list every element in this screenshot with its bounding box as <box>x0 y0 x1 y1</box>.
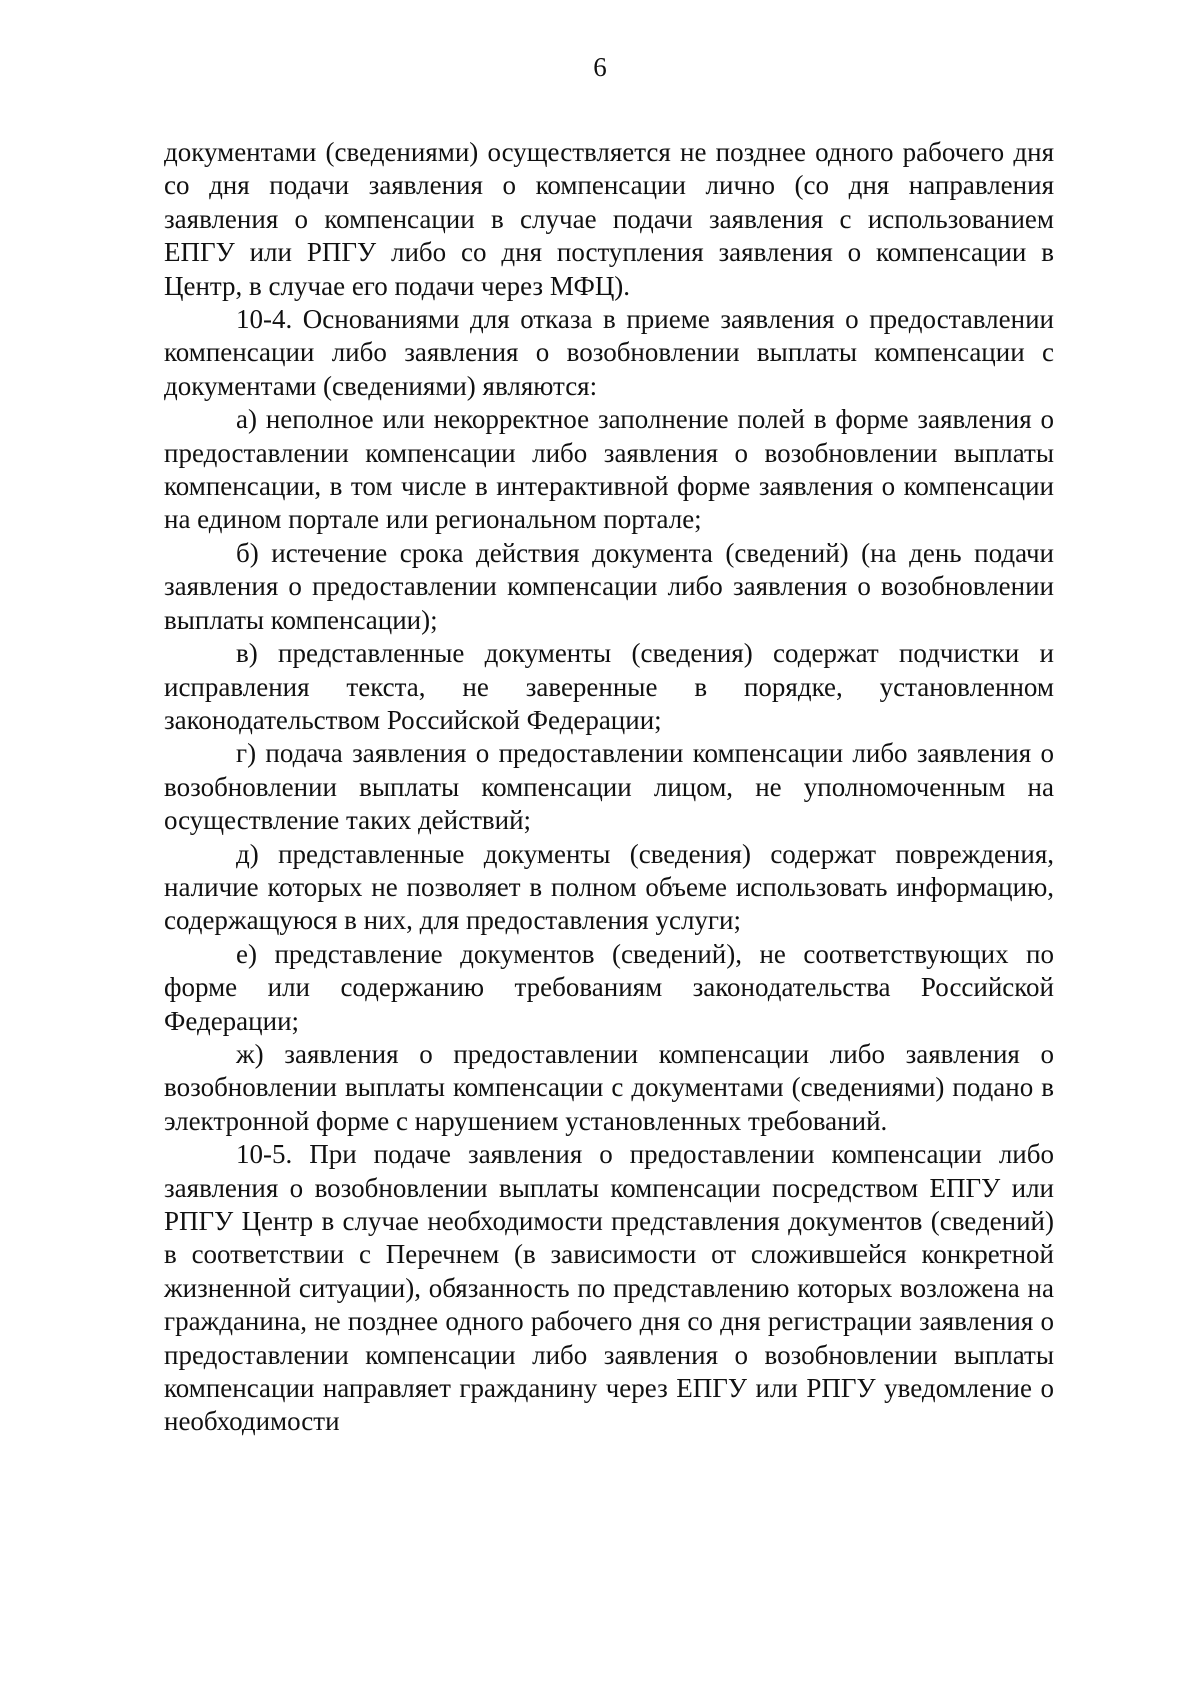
paragraph-10-5: 10-5. При подаче заявления о предоставлении компенсации либо заявления о возобновлении выплаты компенсации посредством ЕПГУ или РПГУ Центр в случае необходимости представления документов (сведений) в соответствии с Перечнем (в зависимости от сложившейся конкретной жизненной ситуации), обязанность по представлению которых возложена на гражданина, не позднее одного рабочего дня со дня регистрации заявления о предоставлении компенсации либо заявления о возобновлении выплаты компенсации направляет гражданину через ЕПГУ или РПГУ уведомление о необходимости <box>164 1139 1054 1437</box>
paragraph-item-e: е) представление документов (сведений), не соответствующих по форме или содержанию требованиям законодательства Российской Федерации; <box>164 938 1054 1036</box>
page-number: 6 <box>593 52 607 82</box>
paragraph-item-b: б) истечение срока действия документа (сведений) (на день подачи заявления о предоставлении компенсации либо заявления о возобновлении выплаты компенсации); <box>164 537 1054 635</box>
document-body <box>164 136 1054 1439</box>
paragraph-item-d: д) представленные документы (сведения) содержат повреждения, наличие которых не позволяет в полном объеме использовать информацию, содержащуюся в них, для предоставления услуги; <box>164 838 1054 936</box>
paragraph-item-a: а) неполное или некорректное заполнение полей в форме заявления о предоставлении компенсации либо заявления о возобновлении выплаты компенсации, в том числе в интерактивной форме заявления о компенсации на едином портале или региональном портале; <box>164 404 1054 535</box>
paragraph-item-zh: ж) заявления о предоставлении компенсации либо заявления о возобновлении выплаты компенсации с документами (сведениями) подано в электронной форме с нарушением установленных требований. <box>164 1038 1054 1136</box>
paragraph-item-v: в) представленные документы (сведения) содержат подчистки и исправления текста, не заверенные в порядке, установленном законодательством Российской Федерации; <box>164 638 1054 735</box>
paragraph-10-4: 10-4. Основаниями для отказа в приеме заявления о предоставлении компенсации либо заявления о возобновлении выплаты компенсации с документами (сведениями) являются: <box>164 304 1054 401</box>
paragraph-item-g: г) подача заявления о предоставлении компенсации либо заявления о возобновлении выплаты компенсации лицом, не уполномоченным на осуществление таких действий; <box>164 738 1054 836</box>
paragraph-continuation: документами (сведениями) осуществляется не позднее одного рабочего дня со дня подачи заявления о компенсации лично (со дня направления заявления о компенсации в случае подачи заявления с использованием ЕПГУ или РПГУ либо со дня поступления заявления о компенсации в Центр, в случае его подачи через МФЦ). <box>164 137 1054 301</box>
